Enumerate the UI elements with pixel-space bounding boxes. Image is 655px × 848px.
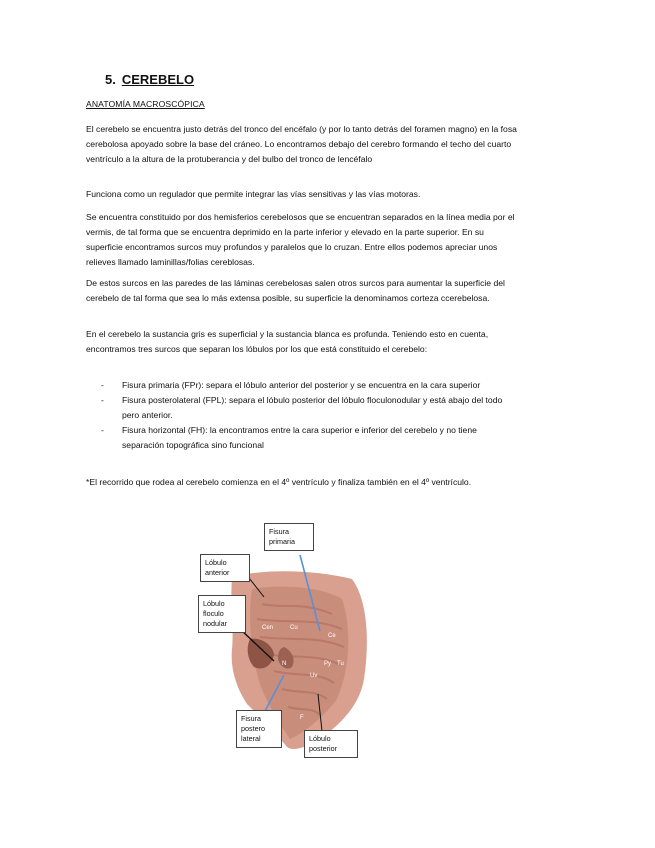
callout-line: nodular: [203, 619, 227, 628]
callout-line: lateral: [241, 734, 261, 743]
list-item-text: Fisura horizontal (FH): la encontramos entre la cara superior e inferior del cerebelo y no tiene separación topográfica sino funcional: [122, 425, 477, 450]
paragraph-structure: [86, 210, 518, 270]
paragraph-function: [86, 187, 518, 202]
tissue-label: Py: [324, 661, 332, 667]
paragraph-location: [86, 122, 518, 167]
tissue-label: N: [282, 661, 287, 667]
callout-line: Lóbulo: [309, 734, 331, 743]
paragraph-text: Se encuentra constituido por dos hemisferios cerebelosos que se encuentran separados en la línea media por el vermis, de tal forma que se encuentra deprimido en la parte inferior y elevado en la parte superior. En su superficie encontramos surcos muy profundos y paralelos que lo cruzan. Entre ellos podemos apreciar unos relieves llamado laminillas/folias cereblosas.: [86, 212, 515, 267]
callout-fisura-primaria: [264, 523, 314, 551]
tissue-label: F: [300, 715, 304, 721]
callout-line: Fisura: [241, 714, 261, 723]
paragraph-cortex: [86, 276, 518, 306]
tissue-label: Cu: [290, 625, 298, 631]
callout-line: Fisura: [269, 527, 289, 536]
fissure-list: [101, 378, 521, 453]
tissue-label: Tu: [337, 661, 344, 667]
list-item: [101, 378, 521, 393]
list-item-text: Fisura primaria (FPr): separa el lóbulo anterior del posterior y se encuentra en la cara superior: [122, 380, 481, 390]
list-bullet: -: [101, 425, 104, 435]
callout-line: primaria: [269, 537, 295, 546]
paragraph-text: De estos surcos en las paredes de las láminas cerebelosas salen otros surcos para aumentar la superficie del cerebelo de tal forma que sea lo más extensa posible, su superficie la denominamos corteza ccerebelosa.: [86, 278, 505, 303]
paragraph-text: Funciona como un regulador que permite integrar las vías sensitivas y las vías motoras.: [86, 189, 421, 199]
cerebellum-figure: [192, 519, 372, 759]
list-bullet: -: [101, 395, 104, 405]
callout-line: postero: [241, 724, 265, 733]
tissue-label: Cen: [262, 625, 274, 631]
list-item-text: Fisura posterolateral (FPL): separa el lóbulo posterior del lóbulo floculonodular y está abajo del todo pero anterior.: [122, 395, 503, 420]
section-title: CEREBELO: [121, 72, 195, 87]
callout-lobulo-floculonodular: [198, 595, 246, 633]
list-item: [101, 423, 521, 453]
paragraph-note: [86, 475, 518, 490]
callout-line: Lóbulo: [205, 558, 227, 567]
callout-lobulo-anterior: [200, 554, 250, 582]
section-heading: [105, 72, 194, 87]
list-bullet: -: [101, 380, 104, 390]
tissue-label: Ce: [328, 633, 336, 639]
section-number: 5.: [105, 72, 116, 87]
paragraph-text: En el cerebelo la sustancia gris es superficial y la sustancia blanca es profunda. Teniendo esto en cuenta, encontramos tres surcos que separan los lóbulos por los que está constituido el cerebelo:: [86, 329, 489, 354]
callout-line: Lóbulo: [203, 599, 225, 608]
callout-fisura-posterolateral: [236, 710, 282, 748]
paragraph-fissures-intro: [86, 327, 518, 357]
list-item: [101, 393, 521, 423]
tissue-label: Uv: [310, 673, 318, 679]
paragraph-text: El cerebelo se encuentra justo detrás del tronco del encéfalo (y por lo tanto detrás del foramen magno) en la fosa cerebolosa apoyado sobre la base del cráneo. Lo encontramos debajo del cerebro formando el techo del cuarto ventrículo a la altura de la protuberancia y del bulbo del tronco de lencéfalo: [86, 124, 517, 164]
callout-line: anterior: [205, 568, 230, 577]
section-subtitle: ANATOMÍA MACROSCÓPICA: [86, 99, 205, 109]
callout-line: posterior: [309, 744, 337, 753]
callout-line: floculo: [203, 609, 224, 618]
paragraph-text: *El recorrido que rodea al cerebelo comienza en el 4º ventrículo y finaliza también en el 4º ventrículo.: [86, 477, 472, 487]
callout-lobulo-posterior: [304, 730, 358, 758]
